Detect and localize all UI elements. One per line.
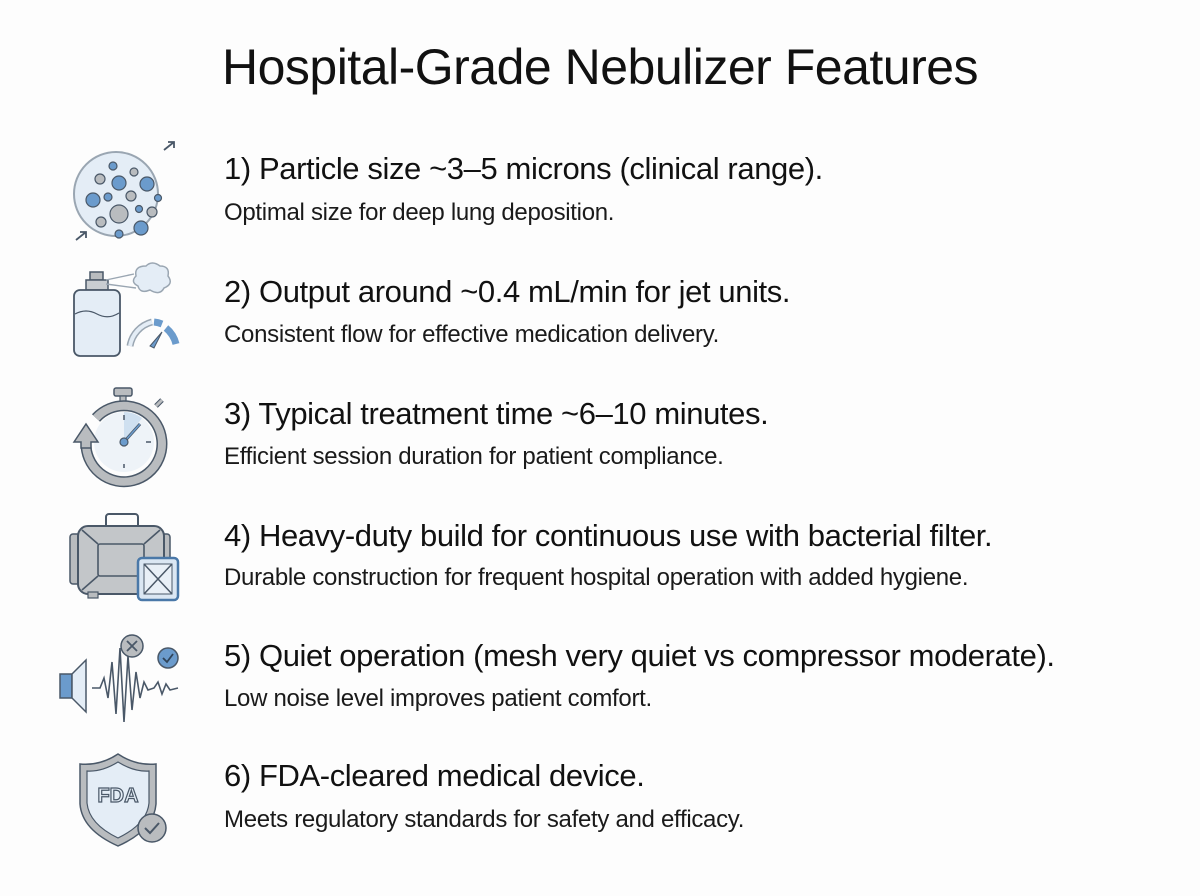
feature-item-particle-size — [0, 136, 1200, 256]
feature-description: Low noise level improves patient comfort. — [224, 685, 652, 712]
feature-description: Consistent flow for effective medication delivery. — [224, 321, 720, 348]
feature-heading: 1) Particle size ~3–5 microns (clinical range). — [224, 151, 823, 186]
feature-description: Durable construction for frequent hospital operation with added hygiene. — [224, 564, 969, 591]
feature-heading: 4) Heavy-duty build for continuous use with bacterial filter. — [224, 518, 993, 553]
feature-description: Optimal size for deep lung deposition. — [224, 199, 615, 226]
feature-description: Meets regulatory standards for safety and efficacy. — [224, 806, 745, 833]
case-filter-icon — [56, 502, 180, 612]
feature-heading: 5) Quiet operation (mesh very quiet vs compressor moderate). — [224, 638, 1055, 673]
feature-heading: 2) Output around ~0.4 mL/min for jet units. — [224, 274, 791, 309]
stopwatch-icon — [56, 380, 180, 490]
svg-text:FDA: FDA — [97, 785, 139, 807]
feature-item-heavy-duty — [0, 502, 1200, 622]
feature-heading: 6) FDA-cleared medical device. — [224, 758, 645, 793]
feature-item-fda-cleared — [0, 742, 1200, 862]
feature-description: Efficient session duration for patient compliance. — [224, 443, 724, 470]
feature-item-output — [0, 258, 1200, 378]
feature-item-treatment-time — [0, 380, 1200, 500]
sound-wave-icon — [50, 622, 186, 732]
feature-item-quiet-operation — [0, 622, 1200, 742]
feature-heading: 3) Typical treatment time ~6–10 minutes. — [224, 396, 769, 431]
fda-shield-icon — [56, 742, 180, 852]
particle-icon — [56, 136, 180, 246]
spray-gauge-icon — [56, 258, 180, 368]
page-title: Hospital-Grade Nebulizer Features — [221, 39, 979, 95]
